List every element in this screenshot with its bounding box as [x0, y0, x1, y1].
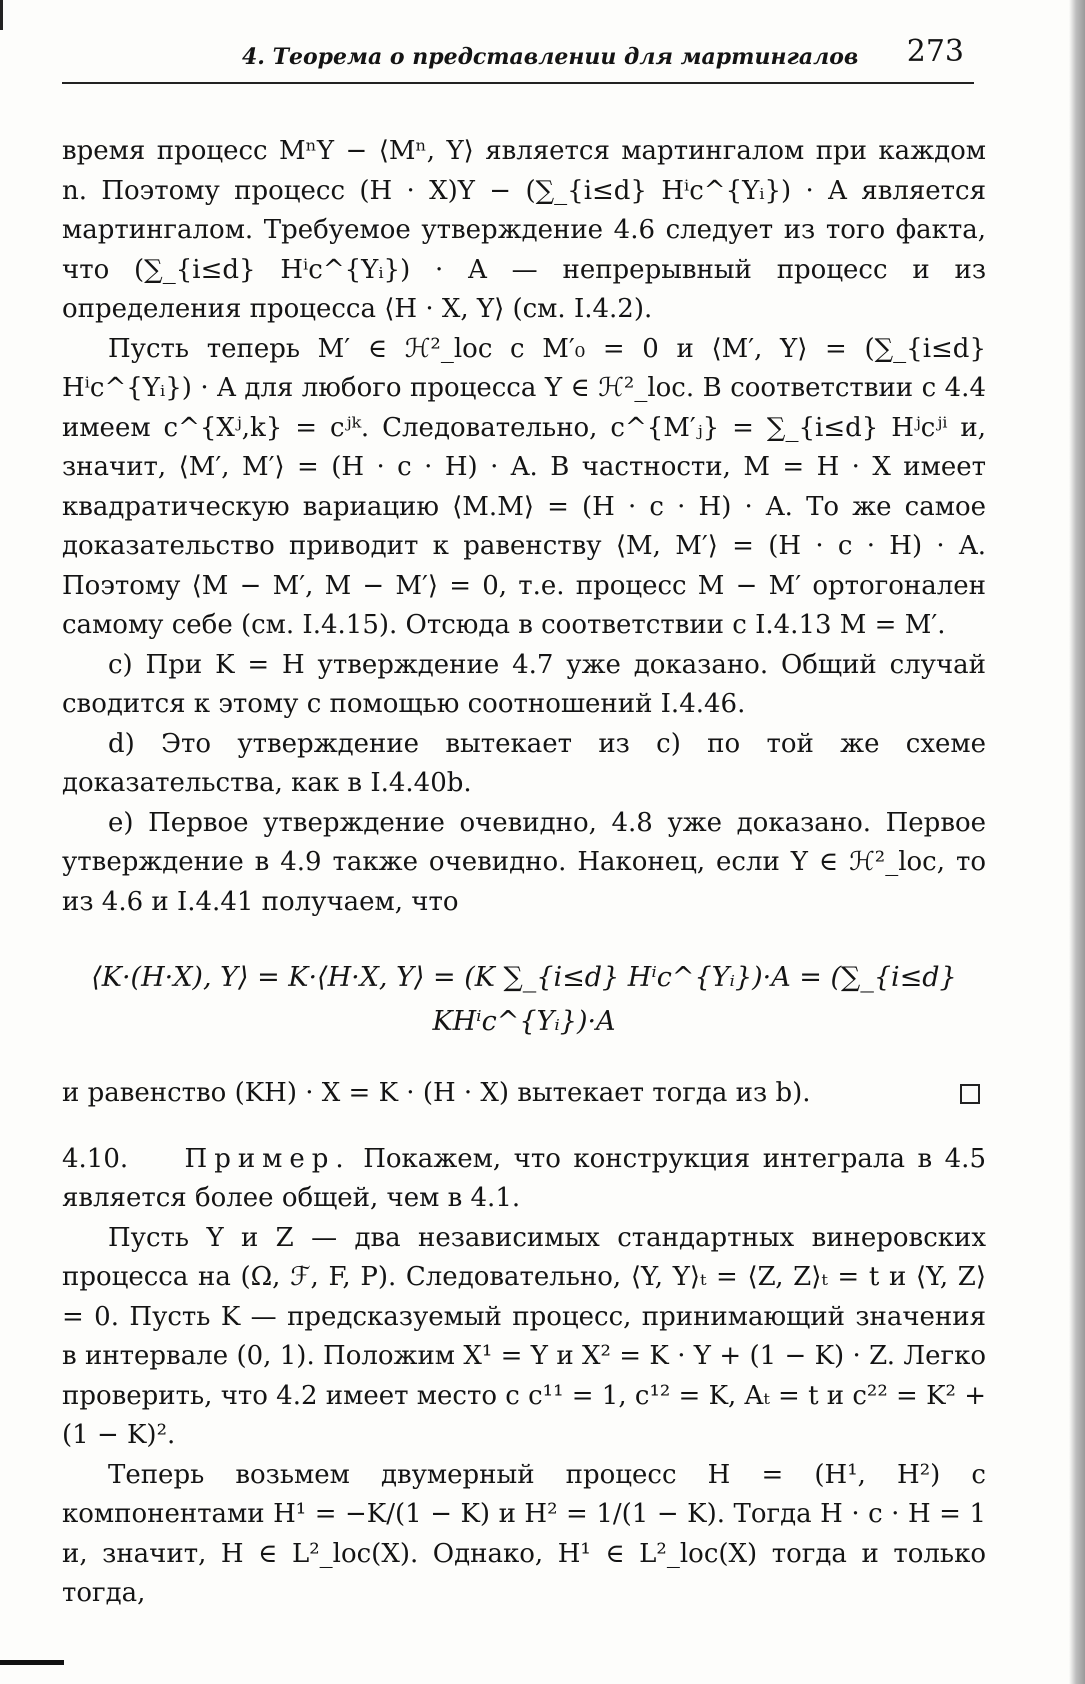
- paragraph: c) При K = H утверждение 4.7 уже доказано. Общий случай сводится к этому с помощью соотношений I.4.46.: [62, 649, 986, 719]
- page-edge-shadow: [1069, 0, 1085, 1684]
- running-head: 4. Теорема о представлении для мартингалов: [242, 44, 859, 70]
- example-paragraph: [62, 1140, 986, 1219]
- example-text: Покажем, что конструкция интеграла в 4.5 является более общей, чем в 4.1.: [62, 1143, 986, 1213]
- example-number: 4.10.: [62, 1143, 129, 1174]
- example-label: Пример.: [184, 1143, 351, 1174]
- display-formula: ⟨K·(H·X), Y⟩ = K·⟨H·X, Y⟩ = (K ∑_{i≤d} Hⁱc^{Yᵢ})·A = (∑_{i≤d} KHⁱc^{Yᵢ})·A: [91, 962, 957, 1037]
- qed-square-icon: [960, 1084, 980, 1104]
- page-number: 273: [906, 34, 964, 69]
- header-rule: [62, 82, 974, 84]
- page-header: [62, 30, 974, 80]
- scan-corner-mark: [0, 0, 13, 30]
- page-body: [62, 132, 986, 1614]
- paragraph: e) Первое утверждение очевидно, 4.8 уже доказано. Первое утверждение в 4.9 также очевидно. Наконец, если Y ∈ ℋ²_loc, то из 4.6 и I.4.41 получаем, что: [62, 807, 986, 917]
- spacer: [62, 1114, 986, 1140]
- paragraph: Теперь возьмем двумерный процесс H = (H¹, H²) с компонентами H¹ = −K/(1 − K) и H² = 1/(1 − K). Тогда H · c · H = 1 и, значит, H ∈ L²_loc(X). Однако, H¹ ∈ L²_loc(X) тогда и только тогда,: [62, 1459, 986, 1608]
- paragraph: время процесс MⁿY − ⟨Mⁿ, Y⟩ является мартингалом при каждом n. Поэтому процесс (H · X)Y − (∑_{i≤d} Hⁱc^{Yᵢ}) · A является мартингалом. Требуемое утверждение 4.6 следует из того факта, что (∑_{i≤d} Hⁱc^{Yᵢ}) · A — непрерывный процесс и из определения процесса ⟨H · X, Y⟩ (см. I.4.2).: [62, 136, 986, 324]
- paragraph: d) Это утверждение вытекает из c) по той же схеме доказательства, как в I.4.40b.: [62, 728, 986, 798]
- paragraph: Пусть теперь M′ ∈ ℋ²_loc с M′₀ = 0 и ⟨M′, Y⟩ = (∑_{i≤d} Hⁱc^{Yᵢ}) · A для любого процесса Y ∈ ℋ²_loc. В соответствии с 4.4 имеем c^{Xʲ,k} = cʲᵏ. Следовательно, c^{M′ⱼ} = ∑_{i≤d} Hʲcʲⁱ и, значит, ⟨M′, M′⟩ = (H · c · H) · A. В частности, M = H · X имеет квадратическую вариацию ⟨M.M⟩ = (H · c · H) · A. То же самое доказательство приводит к равенству ⟨M, M′⟩ = (H · c · H) · A. Поэтому ⟨M − M′, M − M′⟩ = 0, т.е. процесс M − M′ ортогонален самому себе (см. I.4.15). Отсюда в соответствии с I.4.13 M = M′.: [62, 333, 986, 640]
- qed-sentence: и равенство (KH) · X = K · (H · X) вытекает тогда из b).: [62, 1078, 811, 1108]
- paragraph: Пусть Y и Z — два независимых стандартных винеровских процесса на (Ω, ℱ, F, P). Следовательно, ⟨Y, Y⟩ₜ = ⟨Z, Z⟩ₜ = t и ⟨Y, Z⟩ = 0. Пусть K — предсказуемый процесс, принимающий значения в интервале (0, 1). Положим X¹ = Y и X² = K · Y + (1 − K) · Z. Легко проверить, что 4.2 имеет место с c¹¹ = 1, c¹² = K, Aₜ = t и c²² = K² + (1 − K)².: [62, 1222, 986, 1450]
- scan-bottom-bar: [0, 1660, 64, 1665]
- paragraph-qed: [62, 1074, 986, 1114]
